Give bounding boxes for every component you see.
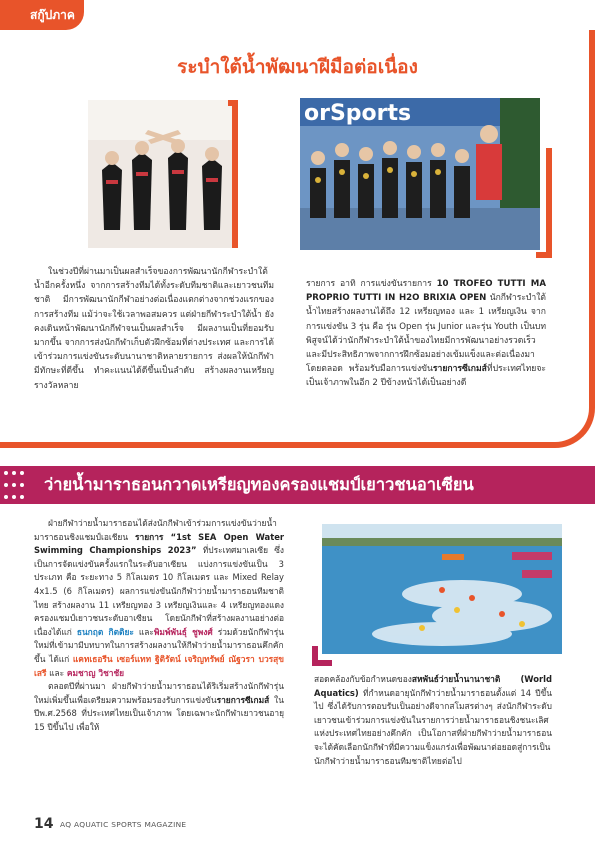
article1-title: ระบำใต้น้ำพัฒนาฝีมือต่อเนื่อง	[177, 56, 418, 78]
article2-column1	[34, 517, 284, 735]
a2-text-i: ในปีพ.ศ.2568 ที่ประเทศไทยเป็นเจ้าภาพ โดยเฉพาะนักกีฬาเยาวชนอายุ 15 ปีขึ้นไป เพื่อให้	[34, 694, 284, 732]
section-tag	[0, 0, 84, 30]
a2-world-aquatics: สหพันธ์ว่ายน้ำนานาชาติ (World Aquatics)	[314, 674, 552, 698]
synchro-medalists-photo	[300, 98, 540, 250]
a2-athlete-4: คมชาญ วิชาชัย	[66, 667, 125, 678]
a2-seagames: รายการซีเกมส์	[216, 694, 270, 705]
photo2-banner-text: orSports	[304, 101, 412, 126]
article1-col2-text2: นักกีฬาระบำใต้น้ำไทยสร้างผลงานได้ถึง 12 เหรียญทอง และ 1 เหรียญเงิน จากการแข่งขัน 3 รุ่น คือ รุ่น Open รุ่น Junior และรุ่น Youth เป็นบทพิสูจน์ได้ว่านักกีฬาระบำใต้น้ำของไทยมีการพัฒนาอย่างรวดเร็วและมีประสิทธิภาพจากการฝึกซ้อมอย่างเข้มแข็งและต่อเนื่องมาโดยตลอด พร้อมรับมือการแข่งขัน	[306, 293, 546, 375]
article2-title: ว่ายน้ำมาราธอนกวาดเหรียญทองครองแชมป์เยาวชนอาเซียน	[44, 475, 474, 494]
photo2-accent-frame	[536, 148, 552, 258]
a2-text-g: ตลอดปีที่ผ่านมา ฝ่ายกีฬาว่ายน้ำมาราธอนได้ริเริ่มสร้างนักกีฬารุ่นใหม่เพิ่มขึ้นเพื่อเตรียมความพร้อมรองรับการแข่งขัน	[34, 681, 284, 705]
section-tag-label: สกู๊ปภาค	[30, 8, 75, 22]
article1-column1: ในช่วงปีที่ผ่านมาเป็นผลสำเร็จของการพัฒนานักกีฬาระบำใต้น้ำอีกครั้งหนึ่ง จากการสร้างทีมได้ทั้งระดับทีมชาติและเยาวชนทีมชาติ มีการพัฒนานักกีฬาอย่างต่อเนื่องแตกต่างจากช่วงแรกของการสร้างทีม แม้ว่าจะใช้เวลาพอสมควร แต่ฝ่ายกีฬาระบำใต้น้ำ ยังคงเดินหน้าพัฒนานักกีฬาจนเป็นผลสำเร็จ มีผลงานเป็นที่ยอมรับมากขึ้น จากการส่งนักกีฬาเก็บตัวฝึกซ้อมที่ต่างประเทศ และการได้เข้าร่วมการแข่งขันระดับนานาชาติหลายรายการ ส่งผลให้นักกีฬามีทักษะที่ดีขึ้น ทำคะแนนได้ดีขึ้นเป็นลำดับ สร้างผลงานเหรียญรางวัลหลาย	[34, 267, 274, 391]
magazine-brand: AQ AQUATIC SPORTS MAGAZINE	[60, 820, 187, 829]
article1-col2-text3: ที่ประเทศไทยจะเป็นเจ้าภาพในอีก 2 ปีข้างหน้าได้เป็นอย่างดี	[306, 364, 546, 389]
a2-text-c4c: ที่กำหนดอายุนักกีฬาว่ายน้ำมาราธอนตั้งแต่ 14 ปีขึ้นไป ซึ่งได้รับการตอบรับเป็นอย่างดีจากสโมสรต่างๆ ส่งนักกีฬาระดับเยาวชนเข้าร่วมการแข่งขันในรายการว่ายน้ำมาราธอนชิงชนะเลิศแห่งประเทศไทยอย่างคึกคัก เป็นโอกาสที่ฝ่ายกีฬาว่ายน้ำมาราธอนจะได้คัดเลือกนักกีฬาที่มีความแข็งแกร่งเพื่อพัฒนาต่อยอดสู่การเป็นนักกีฬาว่ายน้ำมาราธอนทีมชาติไทยต่อไป	[314, 687, 552, 766]
a2-text-c4a: สอดคล้องกับข้อกำหนดของ	[314, 674, 412, 684]
article1-col2-text1: รายการ อาทิ การแข่งขันรายการ	[306, 279, 437, 289]
synchro-team-photo	[88, 100, 238, 248]
photo1-accent-frame	[228, 100, 238, 248]
a2-athletes-new: แคทเธอรีน เซอร์แทท ฐิติรัตน์ เจริญทรัพย์ ณัฐวรา บวรสุขเสรี	[34, 653, 284, 678]
article1-seagames: รายการซีเกมส์	[432, 364, 487, 375]
open-water-image	[322, 524, 562, 654]
photo3-accent-frame	[312, 646, 332, 666]
a2-text-a: ฝ่ายกีฬาว่ายน้ำมาราธอนได้ส่งนักกีฬาเข้าร่วมการแข่งขันว่ายน้ำมาราธอนชิงแชมป์เอเชียน	[34, 518, 277, 542]
article1-column2	[306, 277, 546, 391]
open-water-swim-photo	[322, 524, 562, 654]
a2-athlete-2: พิมพ์พันธุ์ ชูพงศ์	[153, 626, 213, 637]
article2-column2	[314, 673, 552, 768]
medalists-image	[300, 98, 540, 250]
a2-text-c: ที่ประเทศมาเลเซีย ซึ่งเป็นการจัดแข่งขันครั้งแรกในระดับอาเซียน แบ่งการแข่งขันเป็น 3 ประเภท คือ ระยะทาง 5 กิโลเมตร 10 กิโลเมตร และ Mixed Relay 4x1.5 (6 กิโลเมตร) ผลการแข่งขันนักกีฬาว่ายน้ำมาราธอนทีมชาติไทย สร้างผลงาน 11 เหรียญทอง 3 เหรียญเงินและ 4 เหรียญทองแดง ครองแชมป์เยาวชนระดับอาเซียน โดยนักกีฬาที่สร้างผลงานอย่างต่อเนื่องได้แก่	[34, 545, 284, 637]
dots-decoration	[4, 469, 32, 501]
page-number: 14	[34, 816, 54, 832]
synchro-team-image	[88, 100, 238, 248]
a2-text-d: และ	[133, 626, 154, 637]
article1-event-name: 10 TROFEO TUTTI MA PROPRIO TUTTI IN H2O BRIXIA OPEN	[306, 279, 546, 304]
a2-athlete-1: ธนกฤต กิตติยะ	[76, 626, 134, 637]
a2-text-f: และ	[46, 667, 67, 678]
a2-text-e: ร่วมด้วยนักกีฬารุ่นใหม่ที่เข้ามามีบทบาทในการสร้างผลงานให้กีฬาว่ายน้ำมาราธอนคึกคักขึ้น ได้แก่	[34, 626, 284, 664]
a2-event-name: รายการ “1st SEA Open Water Swimming Championships 2023”	[34, 531, 285, 556]
